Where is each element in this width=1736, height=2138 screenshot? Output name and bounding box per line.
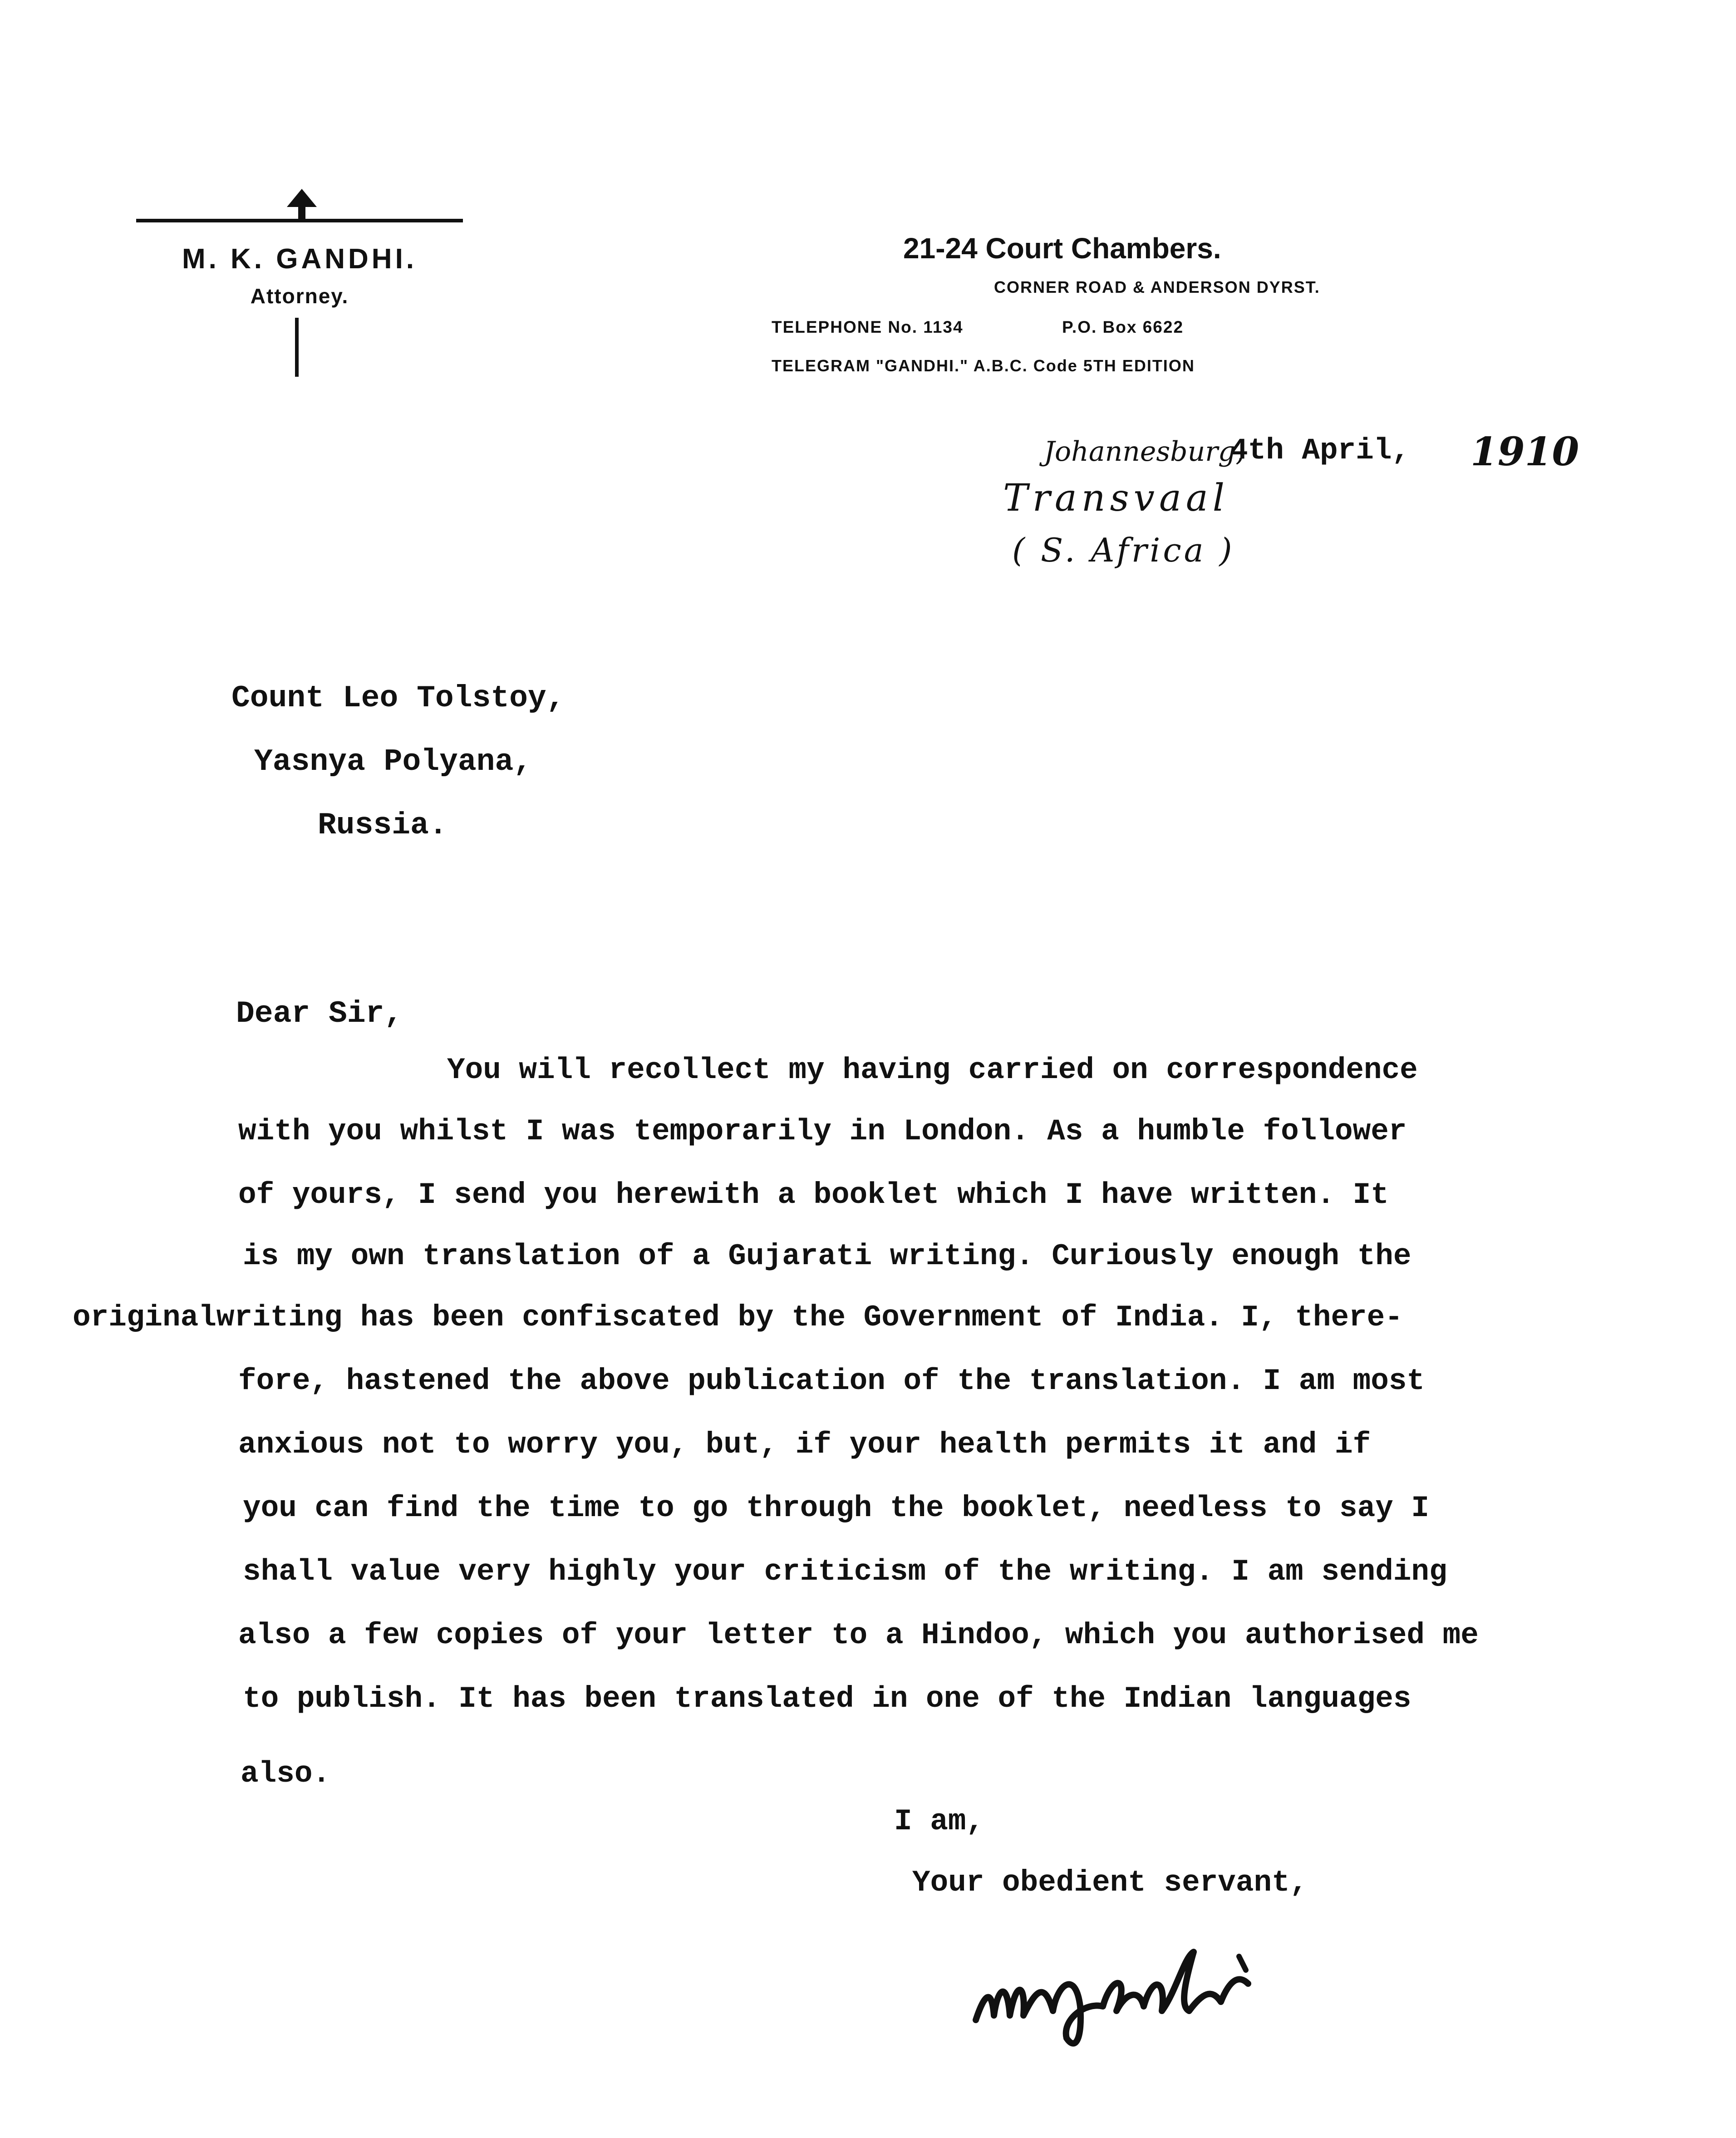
signature-image	[967, 1902, 1284, 2056]
telephone-number: TELEPHONE No. 1134	[772, 318, 964, 336]
body-line: you can find the time to go through the booklet, needless to say I	[243, 1491, 1430, 1525]
po-box: P.O. Box 6622	[1062, 318, 1184, 336]
letterhead-left	[136, 182, 463, 381]
body-line: anxious not to worry you, but, if your health permits it and if	[238, 1428, 1371, 1462]
body-line: to publish. It has been translated in one of the Indian languages	[243, 1682, 1411, 1716]
date-year: 1910	[1470, 429, 1579, 475]
address-street: CORNER ROAD & ANDERSON DYRST.	[994, 278, 1320, 296]
body-line: originalwriting has been confiscated by the Government of India. I, there-	[73, 1301, 1403, 1335]
closing-i-am: I am,	[894, 1804, 984, 1838]
body-line: fore, hastened the above publication of the translation. I am most	[238, 1364, 1425, 1398]
recipient-estate: Yasnya Polyana,	[254, 744, 532, 779]
address-chambers: 21-24 Court Chambers.	[903, 232, 1221, 265]
letterhead-role: Attorney.	[250, 284, 349, 308]
date-province: Transvaal	[1003, 477, 1229, 520]
body-line: shall value very highly your criticism of the writing. I am sending	[243, 1555, 1447, 1589]
telegram-address: TELEGRAM "GANDHI." A.B.C. Code 5TH EDITION	[772, 356, 1195, 375]
closing-servant: Your obedient servant,	[912, 1866, 1308, 1900]
body-line: of yours, I send you herewith a booklet which I have written. It	[238, 1178, 1389, 1212]
body-line: also.	[241, 1757, 331, 1791]
letterhead-vertical-line	[295, 318, 299, 377]
letterhead-name: M. K. GANDHI.	[182, 243, 418, 275]
date-country: ( S. Africa )	[1012, 531, 1235, 569]
date-city: Johannesburg,	[1044, 436, 1244, 468]
body-line: also a few copies of your letter to a Hindoo, which you authorised me	[238, 1618, 1479, 1652]
recipient-name: Count Leo Tolstoy,	[231, 681, 565, 716]
body-line: You will recollect my having carried on correspondence	[447, 1053, 1418, 1087]
letterhead-address	[772, 227, 1407, 390]
arrow-up-icon	[277, 187, 327, 221]
recipient-country: Russia.	[318, 808, 448, 843]
body-line: is my own translation of a Gujarati writing. Curiously enough the	[243, 1239, 1411, 1273]
salutation: Dear Sir,	[236, 996, 403, 1031]
date-block	[994, 429, 1629, 592]
body-line: with you whilst I was temporarily in London. As a humble follower	[238, 1114, 1407, 1148]
date-typed: 4th April,	[1230, 434, 1410, 468]
